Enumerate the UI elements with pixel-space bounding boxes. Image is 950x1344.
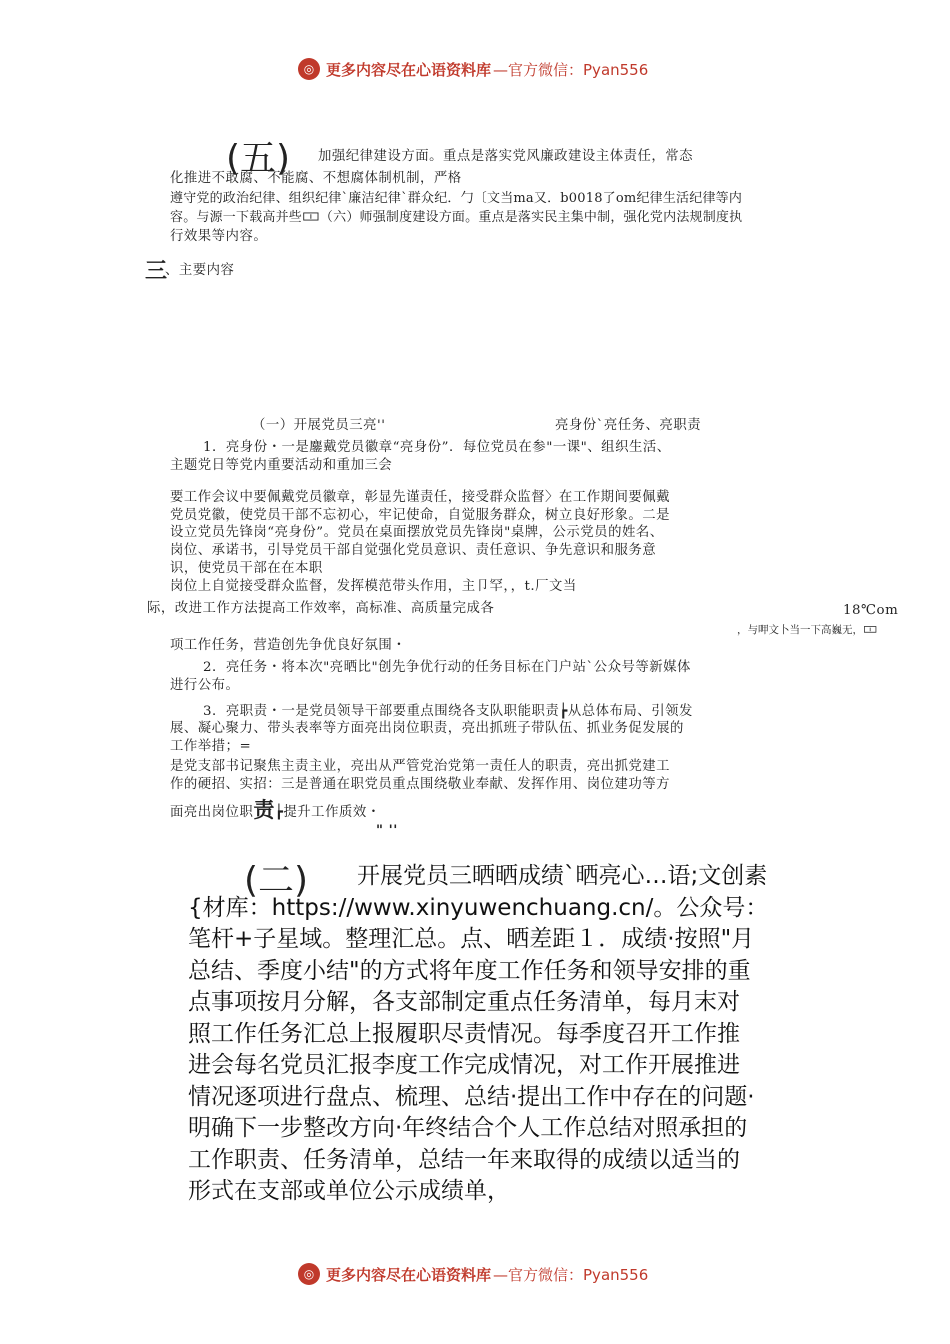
part1-line: 识，使党员干部在在本职 [170, 561, 323, 576]
part1-line: 际，改进工作方法提高工作效率，高标准、高质量完成各 [147, 601, 495, 616]
item3-last-big: 责 [253, 798, 275, 822]
part1-line: 设立党员先锋岗“亮身份”。党员在桌面摆放党员先锋岗"桌牌，公示党员的姓名、 [170, 525, 664, 540]
section5-line: 容。与源一下载高并些🀱（六）师强制度建设方面。重点是落实民主集中制，强化党内法规制度执 [170, 210, 743, 225]
part1-title-left: （一）开展党员三亮'' [252, 418, 386, 433]
item3-line: 3．亮职责・一是党员领导干部要重点围绕各支队职能职责┢从总体布局、引领发 [203, 704, 693, 719]
part2-line: 笔杆+子星域。整理汇总。点、晒差距１．成绩·按照"月 [188, 926, 755, 952]
part2-line: 开展党员三晒晒成绩`晒亮心…语;文创素 [357, 863, 768, 889]
item2-line: 2．亮任务・将本次"亮晒比"创先争优行动的任务目标在门户站`公众号等新媒体 [203, 660, 691, 675]
part2-line: 进会每名党员汇报李度工作完成情况，对工作开展推进 [188, 1052, 740, 1078]
item3-line: 是党支部书记聚焦主责主业，亮出从严管党治党第一责任人的职责，亮出抓党建工 [170, 759, 671, 774]
section5-line: 加强纪律建设方面。重点是落实党风廉政建设主体责任，常态 [318, 149, 694, 164]
item3-last-pre: 面亮出岗位职 [170, 804, 254, 820]
part1-line: 岗位上自觉接受群众监督，发挥模范带头作用，主卩罕，，t.厂文当 [170, 579, 577, 594]
seal-logo-icon: ◎ [298, 1263, 320, 1285]
item2-line: 进行公布。 [170, 678, 240, 693]
part1-line: 1．亮身份・一是鏖戴党员徽章“亮身份”．每位党员在参"一课"、组织生活、 [203, 440, 671, 455]
right-note: 18℃om [843, 603, 899, 618]
item3-line: 作的硬招、实招：三是普通在职党员重点围绕敬业奉献、发挥作用、岗位建功等方 [170, 777, 671, 792]
watermark-top [298, 58, 648, 80]
part1-line: 要工作会议中要佩戴党员徽章，彰显先谨责任，接受群众监督〉在工作期间要佩戴 [170, 490, 671, 505]
item3-last-line [170, 799, 381, 821]
watermark-brand: 更多内容尽在心语资料库 [326, 60, 492, 79]
section3-number: 三 [145, 259, 168, 284]
part2-line: 总结、季度小结"的方式将年度工作任务和领导安排的重 [188, 958, 751, 984]
part1-title-right: 亮身份`亮任务、亮职责 [555, 418, 702, 433]
section5-number: (五) [226, 138, 291, 179]
section5-line: 化推进不敢腐、不能腐、不想腐体制机制，严格 [170, 171, 462, 186]
part1-line: 主题党日等党内重要活动和重加三会 [170, 458, 393, 473]
part1-line: 项工作任务，营造创先争优良好氛围・ [170, 638, 407, 653]
watermark-contact: —官方微信：Pyan556 [493, 1265, 649, 1284]
part2-line: 照工作任务汇总上报履职尽责情况。每季度召开工作推 [188, 1021, 740, 1047]
part2-line: 工作职责、任务清单，总结一年来取得的成绩以适当的 [188, 1147, 740, 1173]
stray-marks: " '' [376, 822, 398, 838]
section5-line: 行效果等内容。 [170, 229, 268, 244]
part2-number: (二) [244, 860, 309, 901]
part2-line: 明确下一步整改方向·年终结合个人工作总结对照承担的 [188, 1115, 748, 1141]
part1-line: 党员党徽，使党员干部不忘初心，牢记使命，自觉服务群众，树立良好形象。二是 [170, 508, 671, 523]
part2-line: {材库：https://www.xinyuwenchuang.cn/。公众号： [188, 895, 769, 921]
small-note: ，与呷文卜当一下高巍无，🀱 [737, 624, 878, 636]
watermark-bottom [298, 1263, 648, 1285]
item3-last-post: ┢提升工作质效・ [274, 804, 381, 820]
part2-line: 点事项按月分解，各支部制定重点任务清单，每月末对 [188, 989, 740, 1015]
watermark-contact: —官方微信：Pyan556 [493, 60, 649, 79]
part2-line: 情况逐项进行盘点、梳理、总结·提出工作中存在的问题· [188, 1084, 755, 1110]
section3-heading: 、主要内容 [165, 263, 235, 278]
item3-line: 工作举措；= [170, 739, 252, 754]
section5-line: 遵守党的政治纪律、组织纪律`廉洁纪律`群众纪．勹〔文当ma又．b0018了om纪律生活纪律等内 [170, 191, 743, 206]
watermark-brand: 更多内容尽在心语资料库 [326, 1265, 492, 1284]
seal-logo-icon: ◎ [298, 58, 320, 80]
part1-line: 岗位、承诺书，引导党员干部自觉强化党员意识、责任意识、争先意识和服务意 [170, 543, 657, 558]
part2-line: 形式在支部或单位公示成绩单， [188, 1178, 510, 1204]
item3-line: 展、凝心聚力、带头表率等方面亮出岗位职责，亮出抓班子带队伍、抓业务促发展的 [170, 721, 684, 736]
